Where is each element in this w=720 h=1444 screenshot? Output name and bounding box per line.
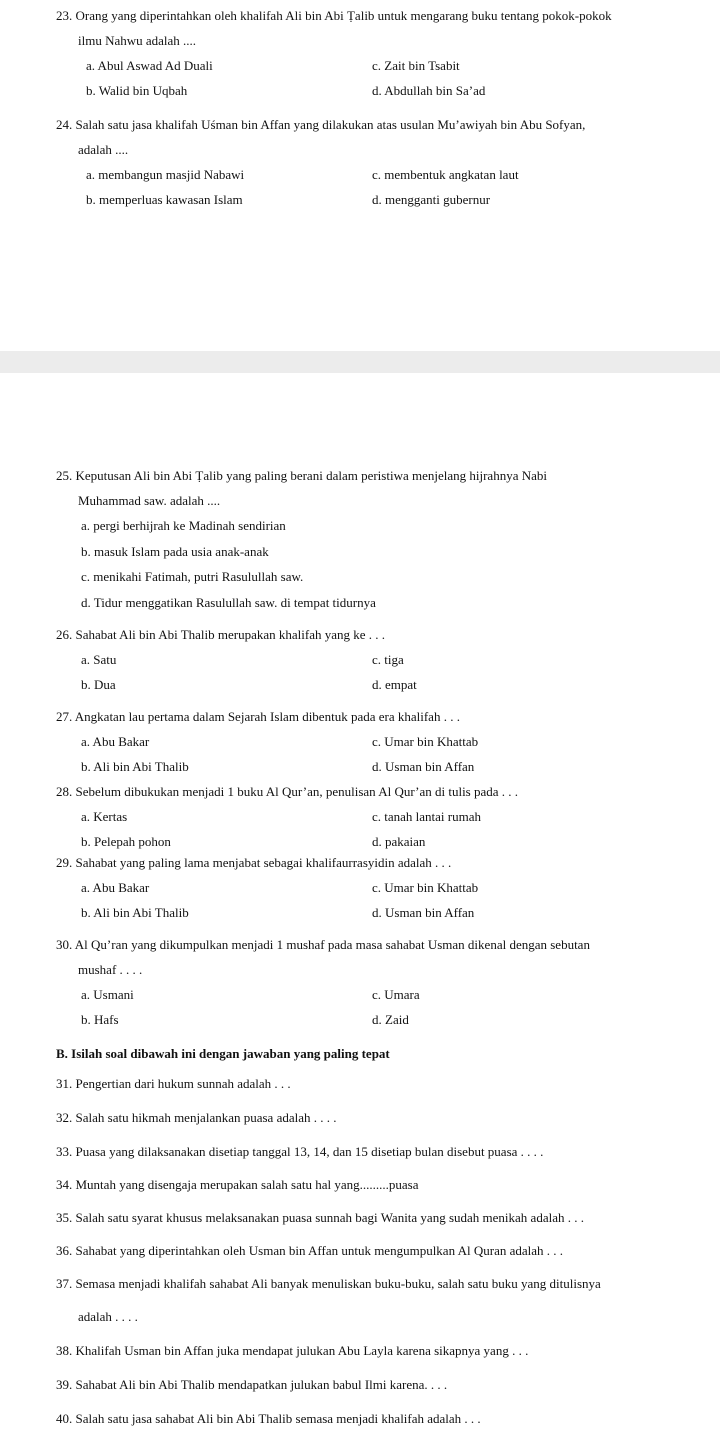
- question-23-text-cont: ilmu Nahwu adalah ....: [78, 33, 197, 48]
- question-30-text-cont: mushaf . . . .: [78, 962, 143, 977]
- question-40-text: 40. Salah satu jasa sahabat Ali bin Abi Thalib semasa menjadi khalifah adalah . . .: [56, 1411, 481, 1426]
- question-33-text: 33. Puasa yang dilaksanakan disetiap tanggal 13, 14, dan 15 disetiap bulan disebut puasa . . . .: [56, 1144, 544, 1159]
- question-38-text: 38. Khalifah Usman bin Affan juka mendapat julukan Abu Layla karena sikapnya yang . . .: [56, 1343, 529, 1358]
- question-24-option-a: a. membangun masjid Nabawi: [86, 167, 245, 182]
- question-24-option-b: b. memperluas kawasan Islam: [86, 192, 243, 207]
- question-31-text: 31. Pengertian dari hukum sunnah adalah . . .: [56, 1076, 291, 1091]
- question-28-text: 28. Sebelum dibukukan menjadi 1 buku Al Qur’an, penulisan Al Qur’an di tulis pada . . .: [56, 784, 519, 799]
- question-26-option-b: b. Dua: [81, 677, 116, 692]
- question-29-option-c: c. Umar bin Khattab: [372, 880, 479, 895]
- question-24-option-d: d. mengganti gubernur: [372, 192, 491, 207]
- question-34-text: 34. Muntah yang disengaja merupakan salah satu hal yang.........puasa: [56, 1177, 419, 1192]
- question-27-option-c: c. Umar bin Khattab: [372, 734, 479, 749]
- question-24-option-c: c. membentuk angkatan laut: [372, 167, 519, 182]
- question-29-option-d: d. Usman bin Affan: [372, 905, 475, 920]
- question-24-text: 24. Salah satu jasa khalifah Uśman bin Affan yang dilakukan atas usulan Mu’awiyah bin Abu Sofyan,: [56, 117, 586, 132]
- question-28-option-c: c. tanah lantai rumah: [372, 809, 482, 824]
- question-27-option-a: a. Abu Bakar: [81, 734, 150, 749]
- page-break-band: [0, 351, 720, 373]
- question-37-text-cont: adalah . . . .: [78, 1309, 138, 1324]
- question-37-text: 37. Semasa menjadi khalifah sahabat Ali banyak menuliskan buku-buku, salah satu buku yang ditulisnya: [56, 1276, 601, 1291]
- question-35-text: 35. Salah satu syarat khusus melaksanakan puasa sunnah bagi Wanita yang sudah menikah adalah . . .: [56, 1210, 584, 1225]
- question-25-option-b: b. masuk Islam pada usia anak-anak: [81, 544, 269, 559]
- question-26-text: 26. Sahabat Ali bin Abi Thalib merupakan khalifah yang ke . . .: [56, 627, 386, 642]
- question-27-option-b: b. Ali bin Abi Thalib: [81, 759, 189, 774]
- question-25-option-c: c. menikahi Fatimah, putri Rasulullah saw.: [81, 569, 304, 584]
- question-26-option-d: d. empat: [372, 677, 417, 692]
- question-23-option-b: b. Walid bin Uqbah: [86, 83, 188, 98]
- question-30-text: 30. Al Qu’ran yang dikumpulkan menjadi 1 mushaf pada masa sahabat Usman dikenal dengan sebutan: [56, 937, 590, 952]
- question-28-option-d: d. pakaian: [372, 834, 426, 849]
- question-24-text-cont: adalah ....: [78, 142, 129, 157]
- question-29-text: 29. Sahabat yang paling lama menjabat sebagai khalifaurrasyidin adalah . . .: [56, 855, 452, 870]
- question-25-option-a: a. pergi berhijrah ke Madinah sendirian: [81, 518, 286, 533]
- question-23-option-d: d. Abdullah bin Sa’ad: [372, 83, 486, 98]
- question-23-text: 23. Orang yang diperintahkan oleh khalifah Ali bin Abi Ṭalib untuk mengarang buku tentang pokok-pokok: [56, 8, 612, 23]
- question-32-text: 32. Salah satu hikmah menjalankan puasa adalah . . . .: [56, 1110, 337, 1125]
- question-28-option-a: a. Kertas: [81, 809, 128, 824]
- section-b-heading: B. Isilah soal dibawah ini dengan jawaban yang paling tepat: [56, 1046, 390, 1061]
- question-27-text: 27. Angkatan lau pertama dalam Sejarah Islam dibentuk pada era khalifah . . .: [56, 709, 460, 724]
- question-36-text: 36. Sahabat yang diperintahkan oleh Usman bin Affan untuk mengumpulkan Al Quran adalah . . .: [56, 1243, 564, 1258]
- question-25-text-cont: Muhammad saw. adalah ....: [78, 493, 221, 508]
- question-27-option-d: d. Usman bin Affan: [372, 759, 475, 774]
- question-26-option-c: c. tiga: [372, 652, 404, 667]
- question-30-option-c: c. Umara: [372, 987, 420, 1002]
- question-30-option-a: a. Usmani: [81, 987, 134, 1002]
- question-29-option-b: b. Ali bin Abi Thalib: [81, 905, 189, 920]
- question-26-option-a: a. Satu: [81, 652, 117, 667]
- question-29-option-a: a. Abu Bakar: [81, 880, 150, 895]
- question-30-option-b: b. Hafs: [81, 1012, 119, 1027]
- question-39-text: 39. Sahabat Ali bin Abi Thalib mendapatkan julukan babul Ilmi karena. . . .: [56, 1377, 448, 1392]
- question-23-option-c: c. Zait bin Tsabit: [372, 58, 460, 73]
- question-30-option-d: d. Zaid: [372, 1012, 409, 1027]
- question-25-option-d: d. Tidur menggatikan Rasulullah saw. di tempat tidurnya: [81, 595, 376, 610]
- question-23-option-a: a. Abul Aswad Ad Duali: [86, 58, 213, 73]
- question-28-option-b: b. Pelepah pohon: [81, 834, 171, 849]
- question-25-text: 25. Keputusan Ali bin Abi Ṭalib yang paling berani dalam peristiwa menjelang hijrahnya Nabi: [56, 468, 547, 483]
